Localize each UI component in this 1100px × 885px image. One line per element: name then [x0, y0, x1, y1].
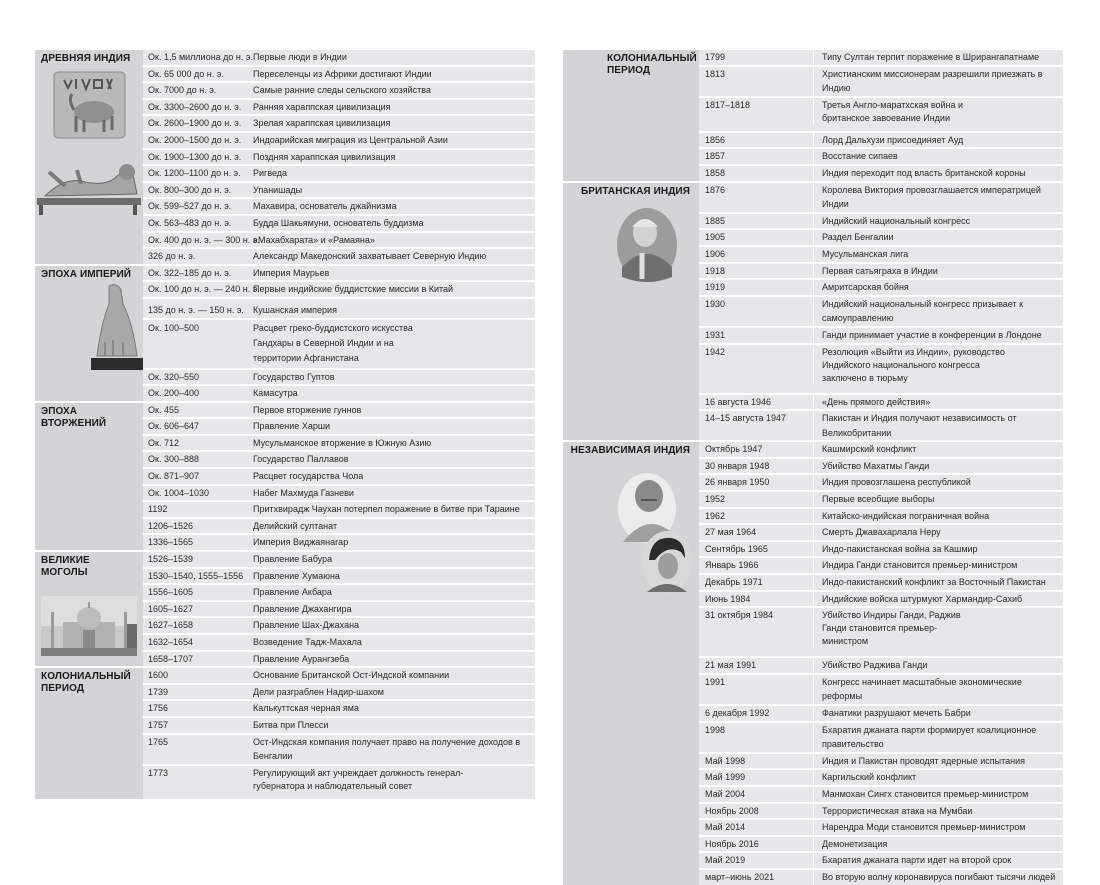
row-date: Ок. 1200–1100 до н. э.: [148, 168, 241, 179]
row-event: Во вторую волну коронавируса погибают тысячи людей: [822, 871, 1056, 882]
row-event: Индия провозглашена республикой: [822, 477, 971, 488]
row-date: 1857: [699, 149, 814, 164]
table-row: [143, 216, 535, 233]
row-event: Убийство Индиры Ганди, Раджив Ганди становится премьер-министром: [822, 610, 961, 647]
row-event: Террористическая атака на Мумбаи: [822, 805, 973, 816]
section-title: КОЛОНИАЛЬНЫЙ ПЕРИОД: [607, 53, 697, 76]
table-row: [143, 249, 535, 264]
row-event: Империя Виджаянагар: [253, 537, 349, 548]
row-event: Возведение Тадж-Махала: [253, 637, 362, 647]
row-event: Мусульманская лига: [822, 248, 909, 259]
row-date: Ок. 563–483 до н. э.: [148, 217, 232, 228]
table-row: [143, 183, 535, 200]
timeline-rows: [143, 552, 535, 666]
row-event: Правление Харши: [253, 421, 331, 432]
row-date: 1773: [148, 767, 169, 778]
row-event: Расцвет греко-буддистского искусства Гандхары в Северной Индии и на территории Афганистана: [253, 322, 413, 363]
table-row: [143, 718, 535, 735]
row-event: Основание Британской Ост-Индской компании: [253, 670, 450, 681]
section-title: ДРЕВНЯЯ ИНДИЯ: [41, 53, 131, 64]
row-event: Убийство Махатмы Ганди: [822, 460, 930, 471]
row-date: 1962: [699, 509, 814, 524]
row-event: Индия и Пакистан проводят ядерные испытания: [822, 755, 1026, 766]
table-row: [699, 411, 1063, 440]
row-event: Типу Султан терпит поражение в Шрирангапатнаме: [822, 52, 1040, 62]
row-date: 31 октября 1984: [699, 609, 814, 648]
row-date: Ок. 1004–1030: [148, 487, 209, 498]
section-colonial-period: [35, 666, 535, 799]
row-event: Амритсарская бойня: [822, 282, 909, 293]
row-date: 1930: [699, 297, 814, 326]
taj-mahal-image: [41, 596, 137, 656]
row-event: Правление Хумаюна: [253, 570, 340, 581]
row-date: Ок. 100–500: [148, 322, 199, 333]
row-date: Ок. 2600–1900 до н. э.: [148, 118, 242, 129]
table-row: [143, 50, 535, 67]
timeline-rows: [143, 668, 535, 799]
row-event: Первые всеобщие выборы: [822, 494, 935, 505]
row-date: 1739: [148, 686, 169, 697]
table-row: [699, 183, 1063, 214]
row-event: Индоарийская миграция из Центральной Азии: [253, 134, 448, 145]
row-event: «День прямого действия»: [822, 396, 931, 407]
row-date: 1856: [699, 133, 814, 148]
row-event: Убийство Раджива Ганди: [822, 660, 928, 671]
table-row: [143, 535, 535, 550]
row-date: Ок. 65 000 до н. э.: [148, 68, 224, 79]
row-event: Индо-пакистанская война за Кашмир: [822, 543, 978, 554]
section-header: [563, 50, 699, 181]
row-date: Ок. 1900–1300 до н. э.: [148, 151, 242, 162]
timeline-rows: [143, 403, 535, 550]
row-date: Декабрь 1971: [699, 575, 814, 590]
row-event: Зрелая хараппская цивилизация: [253, 118, 391, 129]
row-date: 1942: [699, 346, 814, 385]
row-event: Лорд Дальхузи присоединяет Ауд: [822, 134, 964, 145]
table-row: [143, 652, 535, 667]
timeline-rows: [143, 50, 535, 264]
table-row: [143, 502, 535, 519]
table-row: [699, 608, 1063, 658]
table-row: [699, 98, 1063, 133]
row-date: Ок. 7000 до н. э.: [148, 85, 217, 96]
table-row: [143, 436, 535, 453]
table-row: [143, 552, 535, 569]
section-title: НЕЗАВИСИМАЯ ИНДИЯ: [570, 445, 690, 457]
row-date: 135 до н. э. — 150 н. э.: [148, 304, 244, 315]
row-date: Ок. 320–550: [148, 371, 199, 382]
section-header: [35, 50, 143, 264]
table-row: [143, 266, 535, 283]
row-event: Регулирующий акт учреждает должность генерал-губернатора и наблюдательный совет: [253, 767, 464, 791]
table-row: [699, 492, 1063, 509]
row-date: 1206–1526: [148, 520, 194, 531]
table-row: [143, 569, 535, 586]
section-title: ЭПОХА ИМПЕРИЙ: [41, 268, 132, 280]
row-date: 1632–1654: [148, 637, 194, 647]
section-title: БРИТАНСКАЯ ИНДИЯ: [581, 185, 690, 197]
row-event: Фанатики разрушают мечеть Бабри: [822, 708, 971, 718]
section-mughals: [35, 550, 535, 666]
row-event: Ганди принимает участие в конференции в Лондоне: [822, 329, 1042, 340]
table-row: [699, 328, 1063, 345]
row-date: 16 августа 1946: [699, 395, 814, 410]
row-event: Правление Джахангира: [253, 603, 352, 614]
table-row: [143, 166, 535, 183]
table-row: [699, 658, 1063, 675]
row-event: Первая сатьяграха в Индии: [822, 265, 938, 276]
row-date: 1600: [148, 670, 169, 681]
row-date: 1813: [699, 67, 814, 96]
row-date: 1817–1818: [699, 99, 814, 125]
row-date: Ок. 712: [148, 437, 179, 448]
row-event: Кашмирский конфликт: [822, 444, 917, 455]
row-date: 326 до н. э.: [148, 251, 196, 262]
row-date: Ок. 599–527 до н. э.: [148, 201, 232, 212]
row-date: Ок. 322–185 до н. э.: [148, 267, 232, 278]
row-date: 1336–1565: [148, 537, 194, 548]
row-date: Июнь 1984: [699, 592, 814, 607]
row-event: Притхвирадж Чаухан потерпел поражение в битве при Тараине: [253, 504, 520, 515]
table-row: [143, 735, 535, 766]
row-event: Каргильский конфликт: [822, 772, 917, 783]
row-date: 1905: [699, 230, 814, 245]
row-date: Май 1998: [699, 754, 814, 769]
row-date: 1765: [148, 736, 169, 747]
row-event: Ригведа: [253, 168, 288, 179]
table-row: [699, 166, 1063, 181]
table-row: [699, 770, 1063, 787]
row-event: Христианским миссионерам разрешили приезжать в Индию: [822, 68, 1043, 94]
row-date: 1931: [699, 328, 814, 343]
row-event: Махавира, основатель джайнизма: [253, 201, 397, 212]
section-header: [35, 266, 143, 401]
row-event: Расцвет государства Чола: [253, 471, 364, 482]
row-date: Ок. 3300–2600 до н. э.: [148, 101, 242, 112]
row-event: Битва при Плесси: [253, 719, 329, 730]
row-date: 1858: [699, 166, 814, 181]
table-row: [699, 723, 1063, 754]
row-date: Ок. 400 до н. э. — 300 н. э.: [148, 234, 260, 245]
table-row: [143, 386, 535, 401]
table-row: [143, 469, 535, 486]
row-event: Манмохан Сингх становится премьер-министром: [822, 788, 1029, 799]
row-date: Ок. 800–300 до н. э.: [148, 184, 232, 195]
table-row: [143, 602, 535, 619]
table-row: [699, 542, 1063, 559]
row-date: Ок. 2000–1500 до н. э.: [148, 134, 242, 145]
row-event: «Махабхарата» и «Рамаяна»: [253, 234, 375, 245]
row-date: Май 2019: [699, 853, 814, 868]
row-date: Ноябрь 2008: [699, 804, 814, 819]
section-title: ЭПОХА ВТОРЖЕНИЙ: [41, 405, 107, 429]
table-row: [143, 282, 535, 299]
row-event: Резолюция «Выйти из Индии», руководство Индийского национального конгресса заключено в тюрьму: [822, 346, 1005, 383]
table-row: [699, 133, 1063, 150]
table-row: [143, 320, 535, 370]
row-event: Империя Маурьев: [253, 267, 330, 278]
row-date: Октябрь 1947: [699, 442, 814, 457]
row-event: Демонетизация: [822, 838, 888, 849]
row-event: Индийские войска штурмуют Хармандир-Сахиб: [822, 593, 1023, 604]
row-date: 1556–1605: [148, 587, 194, 598]
row-date: 1918: [699, 264, 814, 279]
timeline-rows: [143, 266, 535, 401]
table-row: [699, 592, 1063, 609]
table-row: [143, 419, 535, 436]
section-header: [563, 183, 699, 441]
row-date: 1756: [148, 703, 169, 714]
timeline-rows: [699, 442, 1063, 884]
table-row: [143, 150, 535, 167]
row-date: 1876: [699, 183, 814, 212]
table-row: [699, 459, 1063, 476]
table-row: [143, 116, 535, 133]
row-date: 1991: [699, 675, 814, 704]
row-event: Набег Махмуда Газневи: [253, 487, 354, 498]
row-event: Смерть Джавахарлала Неру: [822, 527, 941, 538]
section-british-india: [563, 181, 1063, 441]
table-row: [699, 706, 1063, 723]
row-event: Правление Акбара: [253, 587, 332, 598]
table-row: [143, 701, 535, 718]
row-date: 1605–1627: [148, 603, 194, 614]
row-date: Май 1999: [699, 770, 814, 785]
table-row: [143, 233, 535, 250]
row-date: 30 января 1948: [699, 459, 814, 474]
section-ancient-india: [35, 50, 535, 264]
timeline-rows: [699, 183, 1063, 441]
row-date: Ок. 871–907: [148, 471, 199, 482]
row-date: 1799: [699, 50, 814, 65]
row-date: 1885: [699, 214, 814, 229]
row-event: Индия переходит под власть британской короны: [822, 167, 1026, 178]
row-date: 26 января 1950: [699, 475, 814, 490]
row-event: Конгресс начинает масштабные экономические реформы: [822, 676, 1022, 702]
table-row: [699, 837, 1063, 854]
row-date: 21 мая 1991: [699, 658, 814, 673]
table-row: [699, 853, 1063, 870]
table-row: [143, 585, 535, 602]
row-event: Восстание сипаев: [822, 151, 898, 162]
row-event: Королева Виктория провозглашается императрицей Индии: [822, 184, 1041, 210]
row-event: Делийский султанат: [253, 520, 338, 531]
row-event: Индийский национальный конгресс призывает к самоуправлению: [822, 298, 1024, 324]
row-event: Правление Бабура: [253, 554, 333, 565]
row-date: 1952: [699, 492, 814, 507]
left-page-timeline: [35, 50, 535, 799]
table-row: [699, 558, 1063, 575]
row-date: Январь 1966: [699, 558, 814, 573]
section-colonial-period-continued: [563, 50, 1063, 181]
section-invasions: [35, 401, 535, 550]
table-row: [699, 214, 1063, 231]
table-row: [699, 575, 1063, 592]
row-date: Ок. 100 до н. э. — 240 н. э.: [148, 284, 260, 295]
table-row: [699, 149, 1063, 166]
row-date: 14–15 августа 1947: [699, 411, 814, 440]
row-event: Первые люди в Индии: [253, 52, 347, 62]
row-event: Упанишады: [253, 184, 303, 195]
table-row: [699, 67, 1063, 98]
row-event: Самые ранние следы сельского хозяйства: [253, 85, 431, 96]
row-date: Ноябрь 2016: [699, 837, 814, 852]
row-event: Раздел Бенгалии: [822, 232, 894, 243]
row-date: Ок. 606–647: [148, 421, 199, 432]
table-row: [699, 754, 1063, 771]
row-date: Ок. 455: [148, 404, 179, 415]
section-title: КОЛОНИАЛЬНЫЙ ПЕРИОД: [41, 671, 131, 695]
right-page-timeline: [563, 50, 1063, 885]
table-row: [143, 299, 535, 320]
row-event: Государство Паллавов: [253, 454, 349, 465]
table-row: [143, 452, 535, 469]
row-event: Дели разграблен Надир-шахом: [253, 686, 384, 697]
row-event: Нарендра Моди становится премьер-министром: [822, 822, 1026, 833]
table-row: [143, 403, 535, 420]
row-date: март–июнь 2021: [699, 870, 814, 885]
section-header: [35, 668, 143, 799]
table-row: [143, 685, 535, 702]
row-date: 1658–1707: [148, 653, 194, 664]
row-event: Ост-Индская компания получает право на получение доходов в Бенгалии: [253, 736, 521, 762]
row-event: Индира Ганди становится премьер-министром: [822, 560, 1018, 571]
table-row: [699, 50, 1063, 67]
row-date: Ок. 200–400: [148, 388, 199, 399]
table-row: [699, 870, 1063, 885]
table-row: [143, 618, 535, 635]
timeline-rows: [699, 50, 1063, 181]
section-independent-india: [563, 440, 1063, 884]
row-date: 27 мая 1964: [699, 525, 814, 540]
table-row: [143, 83, 535, 100]
table-row: [699, 345, 1063, 395]
oval-portrait-image: [616, 207, 678, 283]
table-row: [699, 525, 1063, 542]
row-event: Индийский национальный конгресс: [822, 215, 971, 226]
row-date: Ок. 300–888: [148, 454, 199, 465]
table-row: [143, 519, 535, 536]
row-date: 1526–1539: [148, 554, 194, 565]
section-title: ВЕЛИКИЕ МОГОЛЫ: [41, 555, 90, 579]
row-event: Бхаратия джаната парти формирует коалиционное правительство: [822, 724, 1037, 750]
row-date: 1627–1658: [148, 620, 194, 631]
row-date: 1530–1540, 1555–1556: [148, 570, 244, 581]
row-event: Александр Македонский захватывает Северную Индию: [253, 251, 487, 262]
row-event: Ранняя хараппская цивилизация: [253, 101, 391, 112]
row-event: Будда Шакьямуни, основатель буддизма: [253, 217, 424, 228]
table-row: [699, 280, 1063, 297]
section-header: [563, 442, 699, 884]
table-row: [699, 395, 1063, 412]
indus-seal-image: [52, 70, 127, 140]
table-row: [699, 297, 1063, 328]
row-event: Третья Англо-маратхская война и британское завоевание Индии: [822, 99, 964, 123]
row-event: Калькуттская черная яма: [253, 703, 360, 714]
row-event: Государство Гуптов: [253, 371, 335, 382]
table-row: [699, 475, 1063, 492]
table-row: [143, 486, 535, 503]
table-row: [143, 100, 535, 117]
row-event: Кушанская империя: [253, 304, 337, 315]
table-row: [143, 635, 535, 652]
table-row: [143, 766, 535, 799]
row-date: Май 2004: [699, 787, 814, 802]
table-row: [143, 133, 535, 150]
table-row: [699, 230, 1063, 247]
table-row: [143, 370, 535, 387]
table-row: [699, 804, 1063, 821]
row-event: Первое вторжение гуннов: [253, 404, 362, 415]
indira-gandhi-portrait-image: [641, 530, 693, 594]
row-event: Бхаратия джаната парти идет на второй срок: [822, 855, 1012, 866]
row-event: Поздняя хараппская цивилизация: [253, 151, 396, 162]
row-date: Май 2014: [699, 820, 814, 835]
row-date: Ок. 1,5 миллиона до н. э.: [148, 52, 253, 62]
table-row: [143, 668, 535, 685]
table-row: [699, 442, 1063, 459]
table-row: [143, 67, 535, 84]
table-row: [699, 509, 1063, 526]
row-event: Камасутра: [253, 388, 298, 399]
table-row: [699, 247, 1063, 264]
row-event: Индо-пакистанский конфликт за Восточный Пакистан: [822, 577, 1046, 588]
row-event: Пакистан и Индия получают независимость от Великобритании: [822, 413, 1017, 438]
row-event: Правление Аурангзеба: [253, 653, 350, 664]
table-row: [699, 264, 1063, 281]
row-date: 1757: [148, 719, 169, 730]
row-event: Правление Шах-Джахана: [253, 620, 360, 631]
row-event: Переселенцы из Африки достигают Индии: [253, 68, 432, 79]
table-row: [699, 787, 1063, 804]
row-event: Китайско-индийская пограничная война: [822, 510, 990, 521]
row-date: 1906: [699, 247, 814, 262]
reclining-figure-image: [35, 160, 143, 218]
row-date: 1998: [699, 723, 814, 752]
row-date: 1919: [699, 280, 814, 295]
table-row: [699, 675, 1063, 706]
section-empires: [35, 264, 535, 401]
table-row: [699, 820, 1063, 837]
section-header: [35, 552, 143, 666]
row-date: 1192: [148, 504, 168, 515]
table-row: [143, 199, 535, 216]
row-event: Первые индийские буддистские миссии в Китай: [253, 284, 454, 295]
row-date: Сентябрь 1965: [699, 542, 814, 557]
row-date: 6 декабря 1992: [699, 706, 814, 721]
gandhara-statue-image: [83, 282, 143, 372]
section-header: [35, 403, 143, 550]
row-event: Мусульманское вторжение в Южную Азию: [253, 437, 432, 448]
